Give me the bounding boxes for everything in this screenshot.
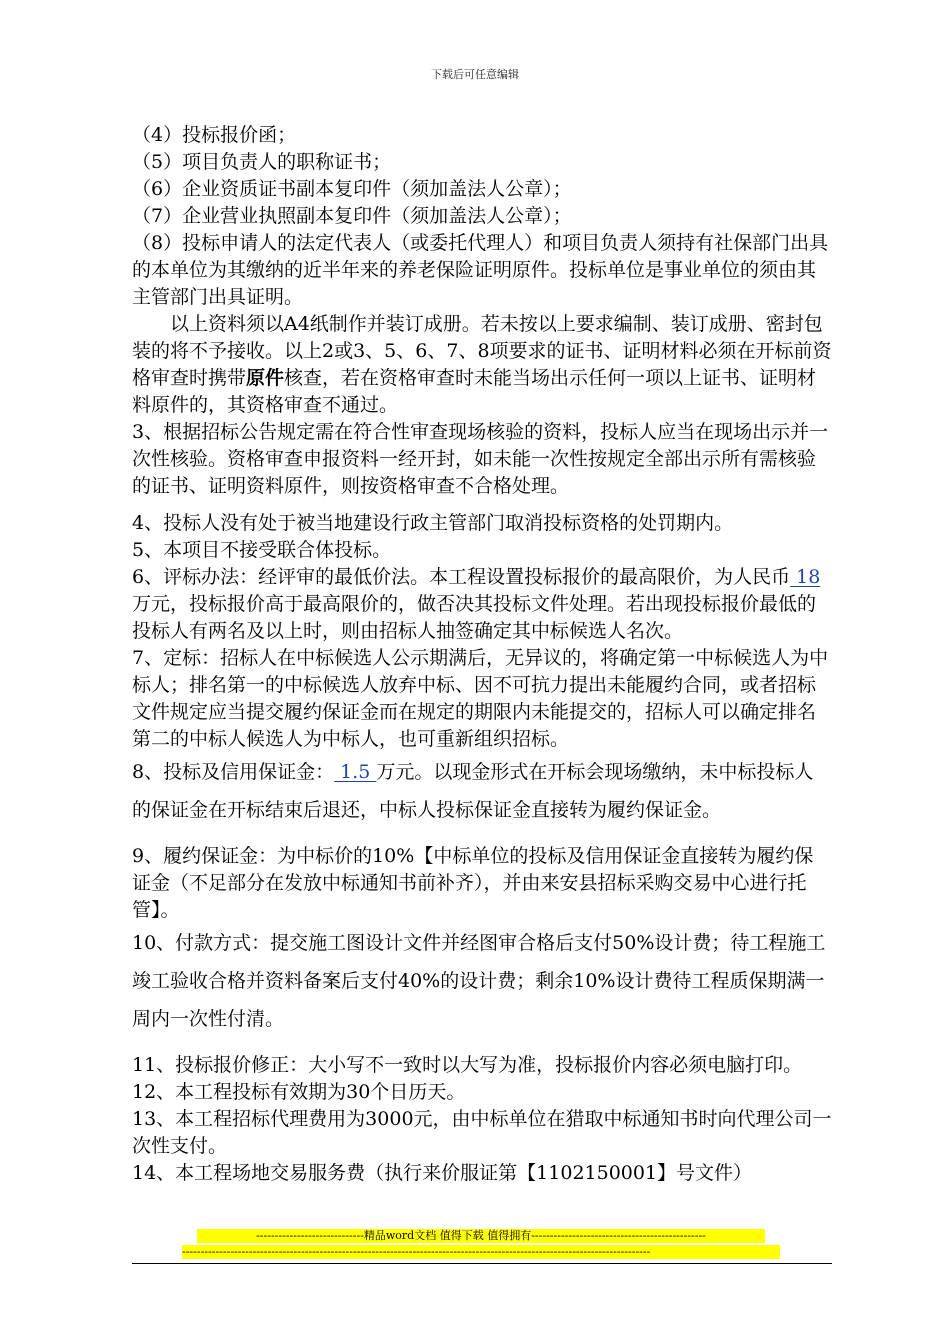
section-4: 4、投标人没有处于被当地建设行政主管部门取消投标资格的处罚期内。 (132, 512, 734, 534)
footer-dash-line: ------------------------------------------------------------------------------------------------------------------------------ (182, 1245, 780, 1259)
list-item-6: （6）企业资质证书副本复印件（须加盖法人公章）； (132, 178, 572, 200)
section-3: 3、根据招标公告规定需在符合性审查现场核验的资料，投标人应当在现场出示并一次性核验。资格审查申报资料一经开封，如未能一次性按规定全部出示所有需核验的证书、证明资料原件，则按资格审查不合格处理。 (132, 421, 829, 497)
binding-text-a: 以上资料须以A4纸制作并装订成册。若未按以上要求编制、装订成册、密封包装的将不予接收。以上2或3、5、6、7、8项要求的证书、证明材料必须在开标前资格审查时携带 (132, 313, 832, 389)
section-10: 10、付款方式：提交施工图设计文件并经图审合格后支付50%设计费；待工程施工竣工验收合格并资料备案后支付40%的设计费；剩余10%设计费待工程质保期满一周内一次性付清。 (132, 932, 826, 1030)
document-body (132, 122, 832, 1187)
max-price-amount: 18 (790, 566, 821, 588)
section-6-text-b: 万元，投标报价高于最高限价的，做否决其投标文件处理。若出现投标报价最低的投标人有两名及以上时，则由招标人抽签确定其中标候选人名次。 (132, 593, 817, 642)
footer-banner: -----------------------------精品word文档 值得下载 值得拥有----------------------------------------------- (197, 1229, 765, 1243)
section-8-text-b: 万元。以现金形式在开标会现场缴纳，未中标投标人的保证金在开标结束后退还，中标人投标保证金直接转为履约保证金。 (132, 761, 814, 821)
deposit-amount: 1.5 (334, 761, 377, 783)
section-5: 5、本项目不接受联合体投标。 (132, 539, 392, 561)
section-8-text-a: 8、投标及信用保证金： (132, 761, 335, 783)
section-14: 14、本工程场地交易服务费（执行来价服证第【1102150001】号文件） (132, 1162, 753, 1184)
list-item-7: （7）企业营业执照副本复印件（须加盖法人公章）； (132, 205, 572, 227)
original-docs-bold: 原件 (246, 367, 285, 389)
section-9: 9、履约保证金：为中标价的10%【中标单位的投标及信用保证金直接转为履约保证金（不足部分在发放中标通知书前补齐），并由来安县招标采购交易中心进行托管】。 (132, 845, 814, 921)
list-item-8: （8）投标申请人的法定代表人（或委托代理人）和项目负责人须持有社保部门出具的本单位为其缴纳的近半年来的养老保险证明原件。投标单位是事业单位的须由其主管部门出具证明。 (132, 232, 829, 308)
list-item-4: （4）投标报价函； (132, 124, 297, 146)
page-header: 下载后可任意编辑 (431, 68, 519, 81)
section-12: 12、本工程投标有效期为30个日历天。 (132, 1081, 466, 1103)
section-6 (132, 564, 832, 645)
binding-text-b: 核查，若在资格审查时未能当场出示任何一项以上证书、证明材料原件的，其资格审查不通过。 (132, 367, 817, 416)
list-item-5: （5）项目负责人的职称证书； (132, 151, 392, 173)
binding-paragraph (132, 311, 832, 419)
section-11: 11、投标报价修正：大小写不一致时以大写为准，投标报价内容必须电脑打印。 (132, 1054, 803, 1076)
section-8 (132, 753, 832, 829)
section-6-text-a: 6、评标办法：经评审的最低价法。本工程设置投标报价的最高限价，为人民币 (132, 566, 791, 588)
section-7: 7、定标：招标人在中标候选人公示期满后，无异议的，将确定第一中标候选人为中标人；排名第一的中标候选人放弃中标、因不可抗力提出未能履约合同，或者招标文件规定应当提交履约保证金而在规定的期限内未能提交的，招标人可以确定排名第二的中标人候选人为中标人，也可重新组织招标。 (132, 647, 829, 750)
section-13: 13、本工程招标代理费用为3000元，由中标单位在猎取中标通知书时向代理公司一次性支付。 (132, 1108, 832, 1157)
footer-rule (132, 1263, 832, 1264)
